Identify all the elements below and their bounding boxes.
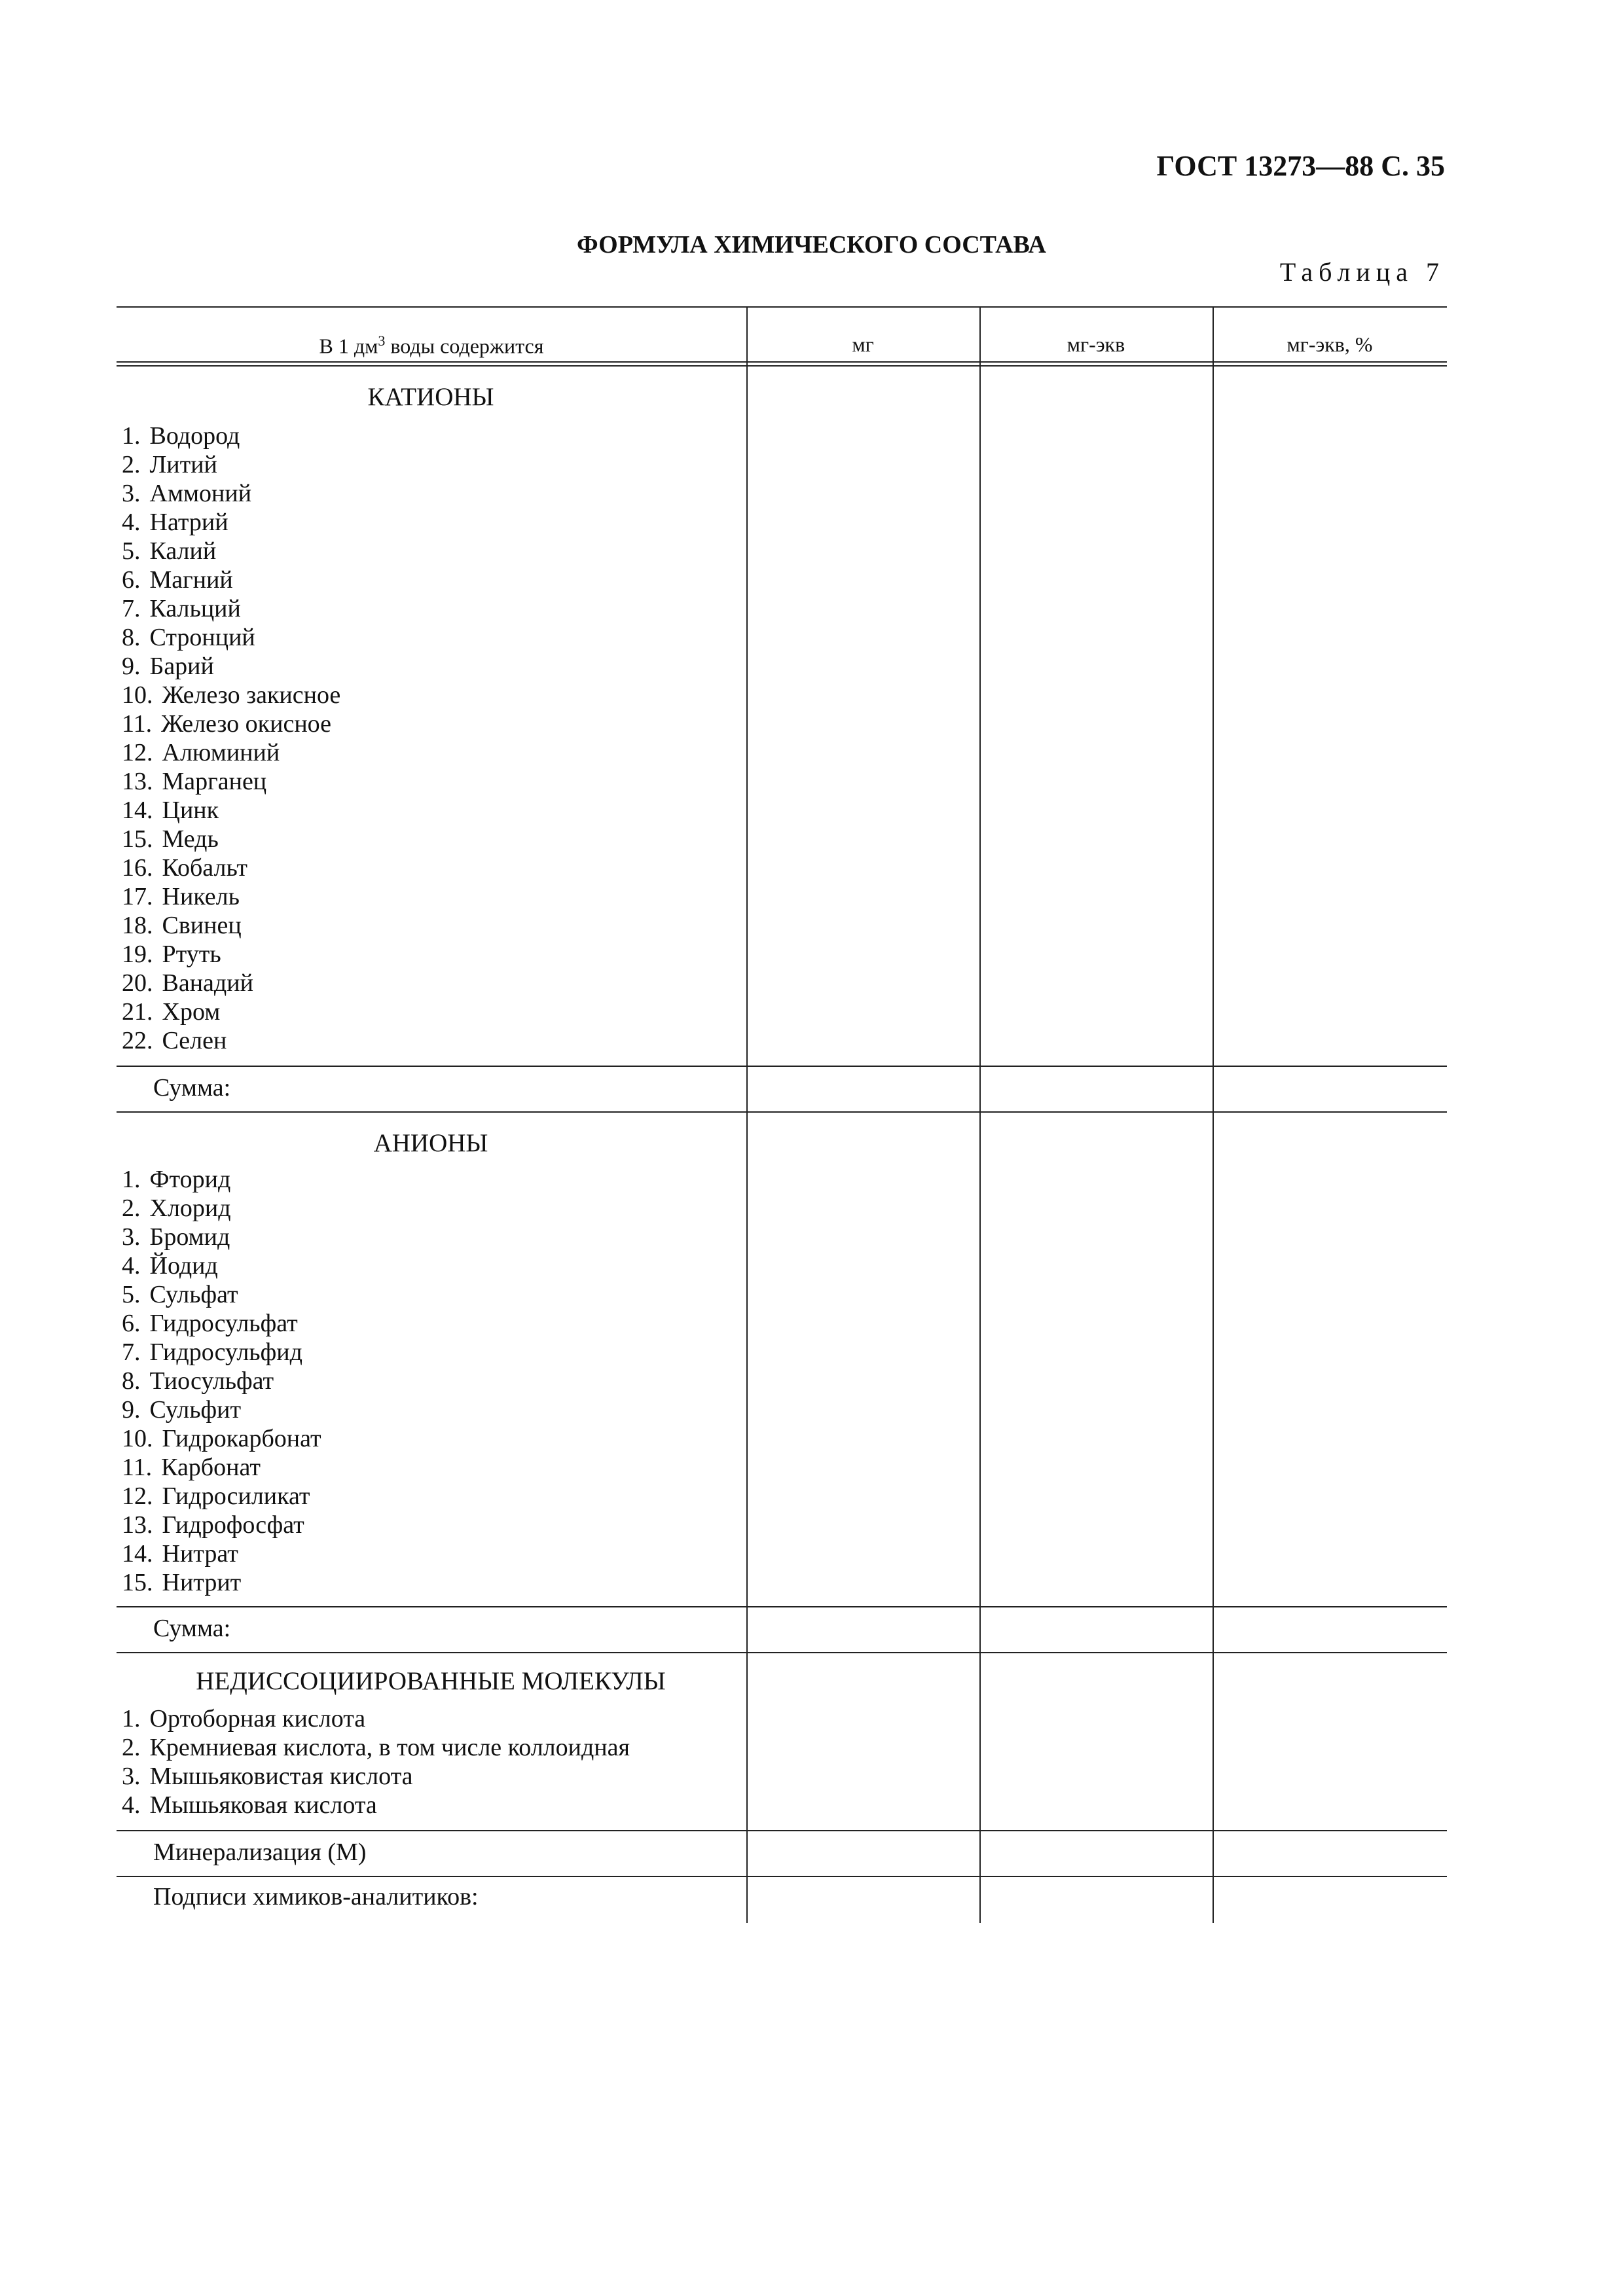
item-label: Калий [149, 537, 217, 565]
item-label: Кремниевая кислота, в том числе коллоидная [149, 1734, 630, 1761]
item-label: Натрий [149, 509, 228, 536]
item-label: Стронций [149, 624, 255, 651]
item-number: 12. [122, 1482, 153, 1510]
item-label: Селен [162, 1027, 227, 1054]
page-title: ФОРМУЛА ХИМИЧЕСКОГО СОСТАВА [577, 231, 1046, 259]
list-item [122, 565, 340, 594]
list-item [122, 882, 340, 911]
item-number: 12. [122, 739, 153, 766]
list-item [122, 1395, 321, 1424]
item-label: Гидросульфид [149, 1338, 302, 1366]
item-label: Тиосульфат [149, 1367, 274, 1395]
item-number: 4. [122, 1252, 141, 1280]
cations-sum-label: Сумма: [153, 1074, 231, 1102]
item-label: Гидросиликат [162, 1482, 310, 1510]
item-label: Аммоний [149, 480, 252, 507]
item-label: Карбонат [161, 1454, 261, 1481]
mineralization-label: Минерализация (М) [153, 1839, 367, 1866]
list-item [122, 652, 340, 681]
item-label: Железо окисное [161, 710, 331, 738]
item-label: Сульфит [149, 1396, 242, 1424]
list-item [122, 1704, 630, 1733]
list-item [122, 767, 340, 796]
item-number: 8. [122, 624, 141, 651]
item-number: 5. [122, 1281, 141, 1308]
item-label: Ортоборная кислота [149, 1705, 366, 1732]
molecules-list [122, 1704, 630, 1820]
item-number: 2. [122, 1734, 141, 1761]
column-header-substance [117, 332, 746, 359]
table-label: Таблица 7 [1279, 257, 1445, 287]
item-label: Хром [162, 998, 221, 1026]
item-number: 13. [122, 1511, 153, 1539]
item-label: Йодид [149, 1252, 218, 1280]
molecules-heading: НЕДИССОЦИИРОВАННЫЕ МОЛЕКУЛЫ [196, 1667, 666, 1695]
gost-header: ГОСТ 13273—88 С. 35 [1156, 150, 1445, 182]
item-label: Нитрат [162, 1540, 238, 1568]
column-divider-3 [1213, 306, 1214, 1923]
list-item [122, 1367, 321, 1395]
column-divider-1 [746, 306, 748, 1923]
item-number: 3. [122, 1763, 141, 1790]
list-item [122, 594, 340, 623]
cations-sum-bottom-rule [117, 1111, 1447, 1113]
item-label: Ванадий [162, 969, 253, 997]
item-number: 1. [122, 1166, 141, 1193]
list-item [122, 825, 340, 853]
table-top-rule [117, 306, 1447, 308]
list-item [122, 1733, 630, 1762]
item-number: 4. [122, 1791, 141, 1819]
list-item [122, 1251, 321, 1280]
header-bottom-rule-2 [117, 365, 1447, 367]
item-number: 7. [122, 1338, 141, 1366]
item-number: 3. [122, 1223, 141, 1251]
item-number: 16. [122, 854, 153, 882]
item-number: 19. [122, 941, 153, 968]
list-item [122, 1539, 321, 1568]
item-label: Гидрокарбонат [162, 1425, 321, 1452]
list-item [122, 1338, 321, 1367]
list-item [122, 738, 340, 767]
item-number: 8. [122, 1367, 141, 1395]
list-item [122, 997, 340, 1026]
cations-sum-top-rule [117, 1066, 1447, 1067]
item-label: Мышьяковая кислота [149, 1791, 377, 1819]
item-label: Алюминий [162, 739, 280, 766]
item-number: 4. [122, 509, 141, 536]
list-item [122, 537, 340, 565]
signatures-top-rule [117, 1876, 1447, 1877]
anions-sum-label: Сумма: [153, 1615, 231, 1642]
item-number: 7. [122, 595, 141, 622]
list-item [122, 1424, 321, 1453]
item-number: 2. [122, 451, 141, 478]
item-number: 14. [122, 797, 153, 824]
list-item [122, 853, 340, 882]
item-label: Гидросульфат [149, 1310, 298, 1337]
list-item [122, 1762, 630, 1791]
cations-list [122, 422, 340, 1055]
list-item [122, 1280, 321, 1309]
item-label: Фторид [149, 1166, 231, 1193]
item-number: 15. [122, 825, 153, 853]
column-header-mg: мг [852, 332, 874, 356]
item-label: Водород [149, 422, 240, 450]
item-number: 6. [122, 566, 141, 594]
item-label: Сульфат [149, 1281, 238, 1308]
item-number: 5. [122, 537, 141, 565]
list-item [122, 1223, 321, 1251]
list-item [122, 796, 340, 825]
item-label: Хлорид [149, 1194, 231, 1222]
list-item [122, 940, 340, 969]
list-item [122, 1165, 321, 1194]
mineralization-top-rule [117, 1830, 1447, 1831]
anions-sum-top-rule [117, 1606, 1447, 1607]
column-divider-2 [979, 306, 981, 1923]
item-label: Медь [162, 825, 219, 853]
item-number: 9. [122, 1396, 141, 1424]
item-number: 9. [122, 653, 141, 680]
list-item [122, 1482, 321, 1511]
item-number: 14. [122, 1540, 153, 1568]
list-item [122, 1026, 340, 1055]
item-number: 10. [122, 681, 153, 709]
item-label: Магний [149, 566, 233, 594]
list-item [122, 681, 340, 709]
item-label: Бромид [149, 1223, 230, 1251]
composition-table [117, 306, 1447, 1923]
item-label: Свинец [162, 912, 242, 939]
item-number: 13. [122, 768, 153, 795]
list-item [122, 1309, 321, 1338]
substance-sup: 3 [378, 332, 386, 349]
column-header-mg-eq-pct: мг-экв, % [1286, 332, 1373, 356]
anions-list [122, 1165, 321, 1597]
item-label: Железо закисное [162, 681, 341, 709]
list-item [122, 709, 340, 738]
item-label: Марганец [162, 768, 267, 795]
column-header-mg-eq: мг-экв [1067, 332, 1125, 356]
item-number: 18. [122, 912, 153, 939]
item-number: 6. [122, 1310, 141, 1337]
item-number: 21. [122, 998, 153, 1026]
item-number: 2. [122, 1194, 141, 1222]
item-label: Мышьяковистая кислота [149, 1763, 413, 1790]
item-label: Никель [162, 883, 240, 910]
list-item [122, 450, 340, 479]
anions-sum-bottom-rule [117, 1652, 1447, 1653]
list-item [122, 1453, 321, 1482]
list-item [122, 969, 340, 997]
item-number: 1. [122, 422, 141, 450]
list-item [122, 1791, 630, 1820]
item-number: 22. [122, 1027, 153, 1054]
item-label: Барий [149, 653, 214, 680]
item-label: Кобальт [162, 854, 247, 882]
cations-heading: КАТИОНЫ [367, 383, 494, 411]
item-number: 1. [122, 1705, 141, 1732]
item-number: 20. [122, 969, 153, 997]
list-item [122, 1568, 321, 1597]
list-item [122, 911, 340, 940]
item-number: 3. [122, 480, 141, 507]
list-item [122, 422, 340, 450]
signatures-label: Подписи химиков-аналитиков: [153, 1883, 479, 1910]
anions-heading: АНИОНЫ [373, 1129, 488, 1157]
substance-suffix: воды содержится [385, 334, 544, 358]
item-label: Литий [149, 451, 217, 478]
item-number: 17. [122, 883, 153, 910]
list-item [122, 479, 340, 508]
item-label: Цинк [162, 797, 219, 824]
list-item [122, 623, 340, 652]
substance-prefix: В 1 дм [319, 334, 378, 358]
item-number: 11. [122, 710, 153, 738]
item-label: Нитрит [162, 1569, 242, 1596]
header-bottom-rule [117, 361, 1447, 363]
list-item [122, 508, 340, 537]
item-label: Кальций [149, 595, 241, 622]
item-number: 10. [122, 1425, 153, 1452]
list-item [122, 1511, 321, 1539]
item-number: 15. [122, 1569, 153, 1596]
item-label: Ртуть [162, 941, 221, 968]
list-item [122, 1194, 321, 1223]
item-label: Гидрофосфат [162, 1511, 304, 1539]
item-number: 11. [122, 1454, 153, 1481]
